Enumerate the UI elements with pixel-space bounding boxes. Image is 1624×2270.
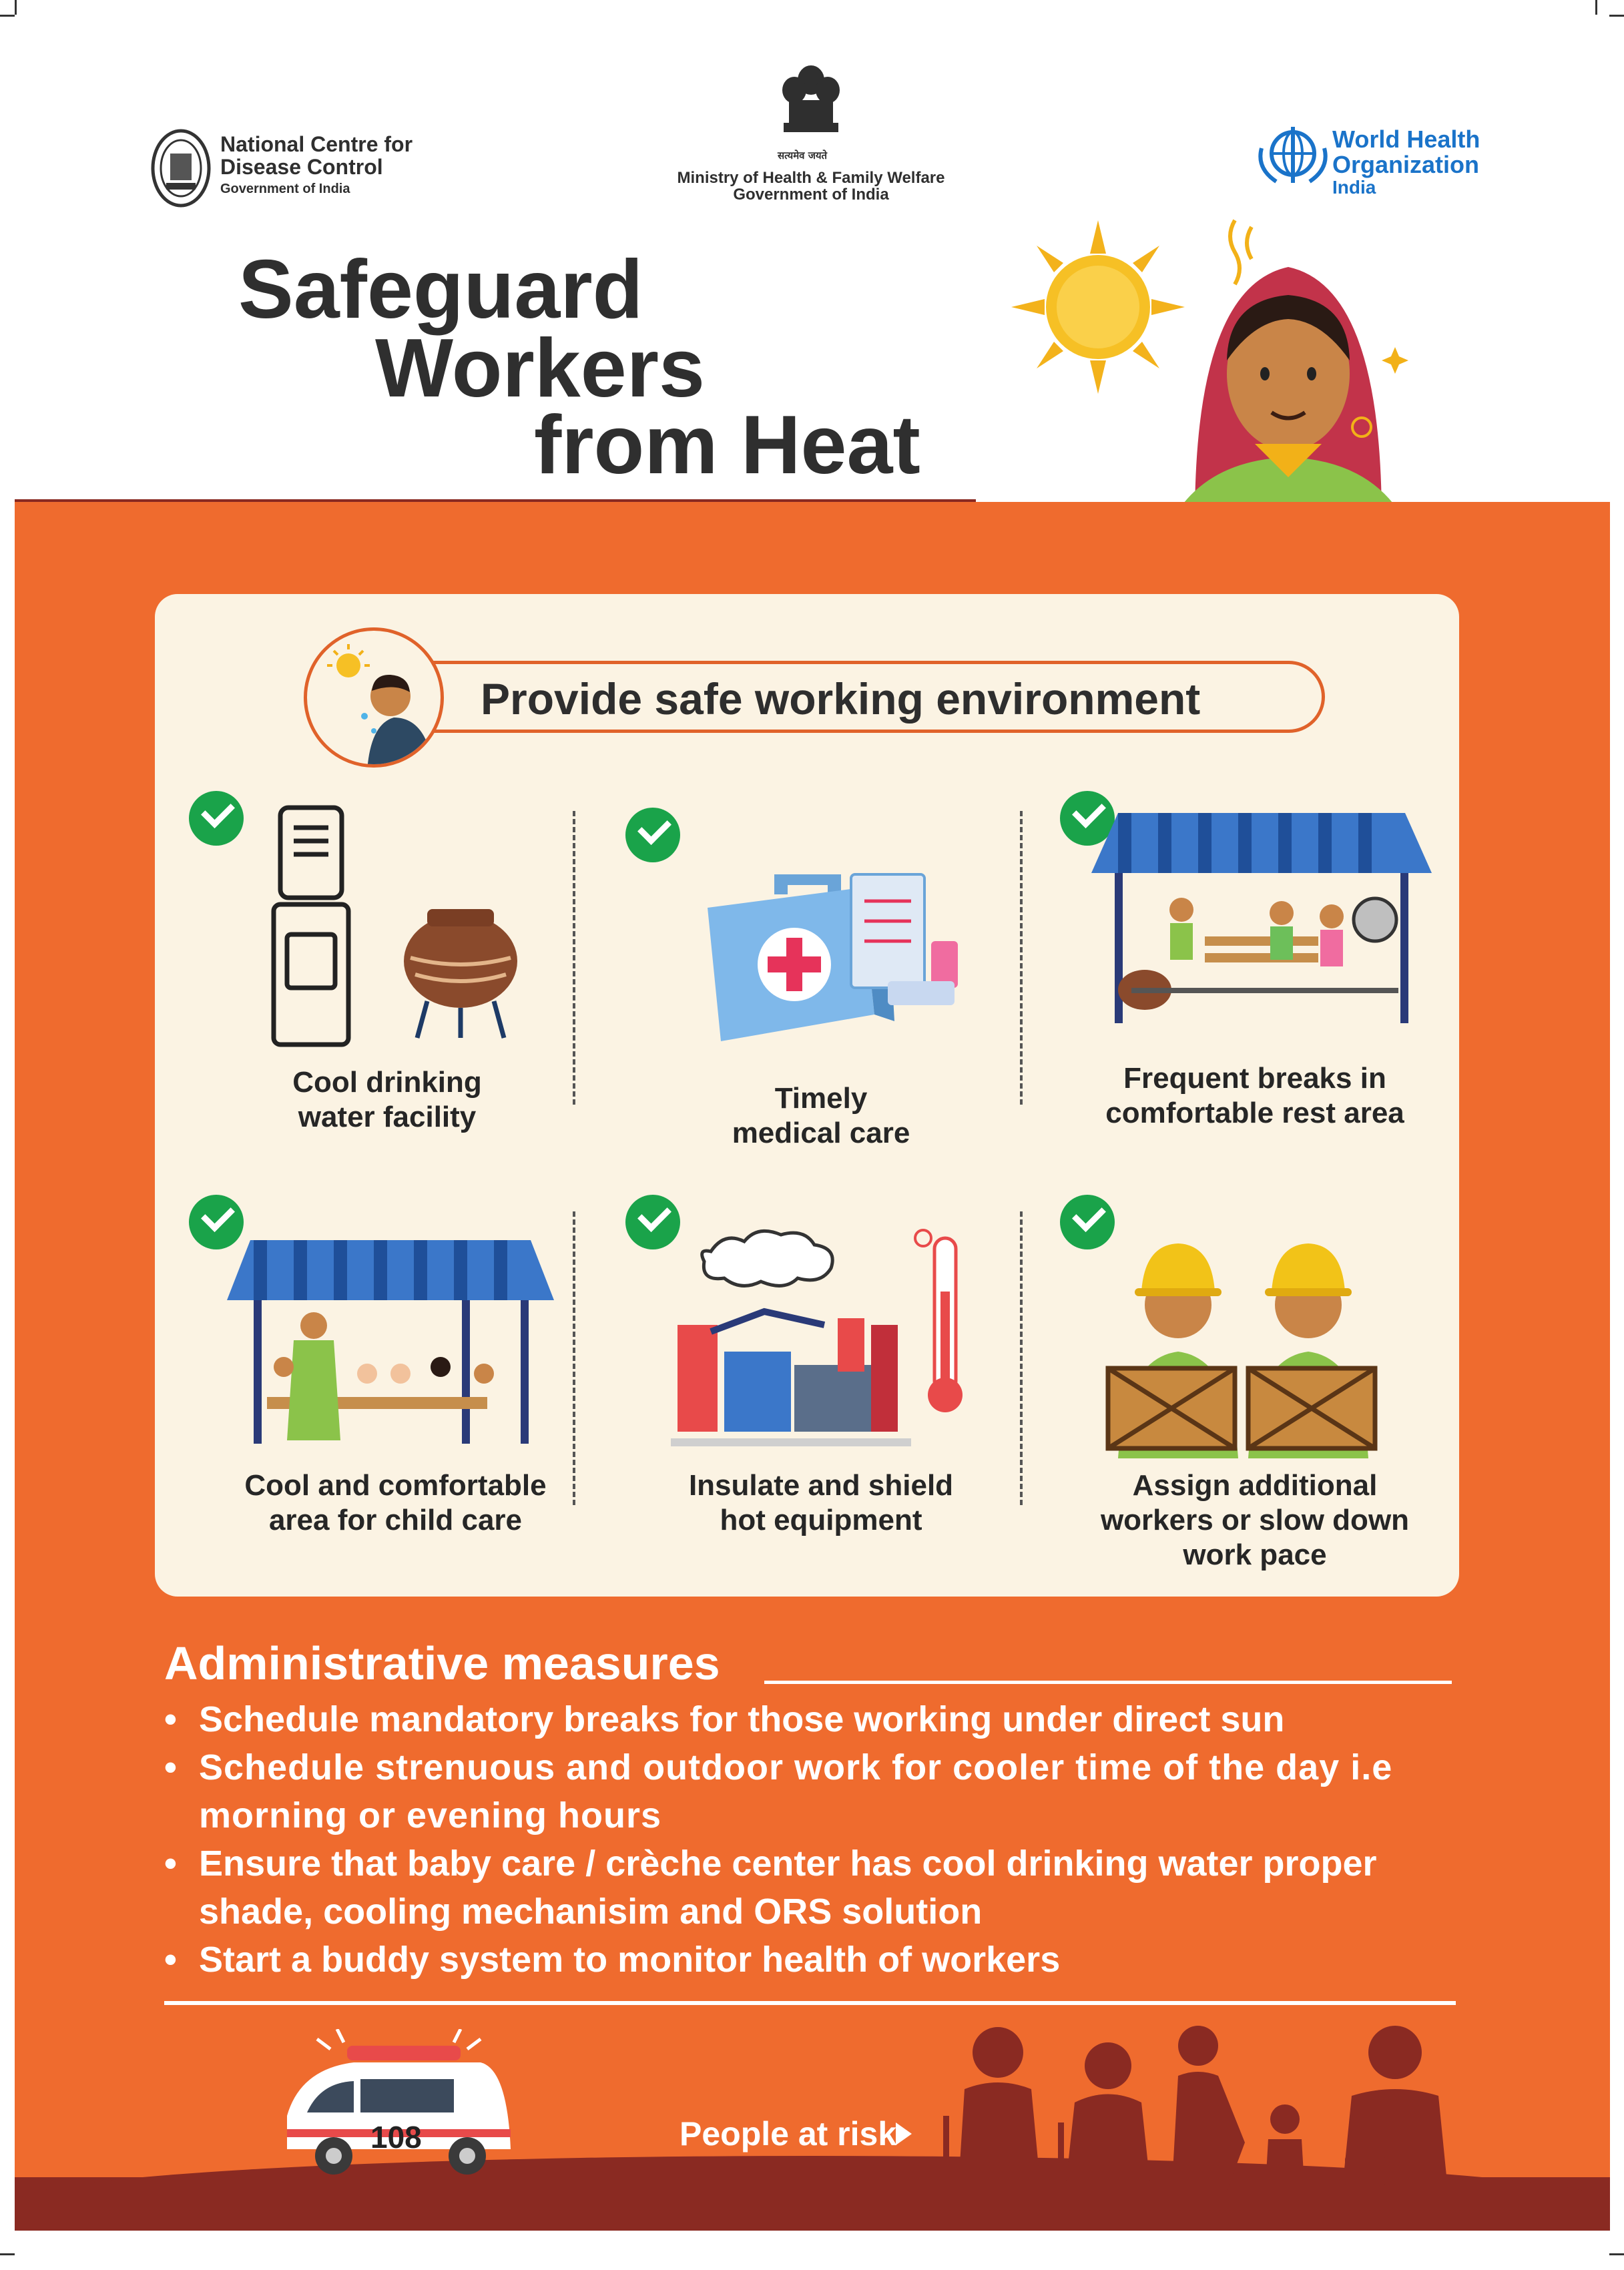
ambulance-number: 108 [370, 2120, 422, 2155]
ncdc-name-line2: Disease Control [220, 154, 383, 179]
ministry-name-block [661, 170, 961, 203]
ministry-name: Ministry of Health & Family Welfare [677, 169, 945, 187]
admin-bullet: • Start a buddy system to monitor health of workers [164, 1936, 1456, 1984]
ministry-subtitle: Government of India [733, 186, 889, 204]
cell-label: Cool drinking water facility [292, 1066, 482, 1133]
child-care-shelter-illustration [227, 1240, 554, 1450]
admin-heading: Administrative measures [164, 1637, 720, 1689]
people-at-risk-icon [931, 2022, 1492, 2196]
rest-shelter-illustration [1091, 813, 1432, 1030]
ncdc-logo [150, 127, 212, 212]
crop-mark [15, 0, 17, 15]
ashoka-emblem [774, 60, 848, 154]
arrow-right-icon [896, 2122, 912, 2145]
column-divider [1020, 1211, 1023, 1505]
water-cooler-and-pot-icon [267, 801, 521, 1055]
heat-stressed-worker-icon [307, 631, 441, 764]
admin-bullet: • Ensure that baby care / crèche center has cool drinking water proper shade, cooling mechanisim and ORS solution [164, 1839, 1456, 1936]
first-aid-kit-illustration [701, 848, 968, 1065]
check-icon [625, 808, 680, 862]
people-at-risk-label: People at risk [680, 2115, 897, 2153]
ambulance-illustration [280, 2029, 521, 2186]
title-line-1: Safeguard [238, 244, 643, 336]
first-aid-kit-icon [701, 848, 968, 1061]
column-divider [573, 811, 575, 1105]
child-care-shelter-icon [227, 1240, 554, 1447]
footer-rule [164, 2001, 1456, 2005]
rest-shelter-icon [1091, 813, 1432, 1027]
ncdc-name-line1: National Centre for [220, 132, 413, 156]
water-cooler-and-pot-illustration [267, 801, 521, 1058]
ncdc-name [220, 133, 413, 196]
column-divider [573, 1211, 575, 1505]
check-icon [189, 791, 244, 846]
sun-icon [1011, 220, 1185, 394]
crop-mark [1595, 0, 1597, 15]
who-name [1332, 127, 1480, 197]
emblem-motto: सत्यमेव जयते [778, 150, 828, 162]
sun-and-woman-illustration [1001, 207, 1415, 531]
admin-bullet: • Schedule mandatory breaks for those working under direct sun [164, 1695, 1456, 1743]
who-country: India [1332, 176, 1376, 198]
workers-carrying-crates-illustration [1105, 1218, 1385, 1462]
ambulance-icon [280, 2029, 521, 2183]
heat-stressed-worker-badge [304, 627, 444, 768]
hot-machinery-icon [671, 1225, 978, 1452]
cell-label: Frequent breaks in comfortable rest area [1105, 1062, 1404, 1129]
cell-label: Cool and comfortable area for child care [244, 1469, 547, 1536]
workers-carrying-crates-icon [1105, 1218, 1385, 1458]
hot-machinery-illustration [671, 1225, 978, 1455]
who-name-line2: Organization [1332, 150, 1480, 178]
admin-heading-rule [764, 1681, 1452, 1684]
admin-bullet-list [164, 1695, 1456, 1984]
crop-mark [0, 15, 15, 17]
cell-label: Assign additional workers or slow down work pace [1100, 1469, 1410, 1571]
crop-mark [1609, 15, 1624, 17]
crop-mark [0, 2253, 15, 2255]
admin-bullet: • Schedule strenuous and outdoor work for cooler time of the day i.e morning or evening hours [164, 1743, 1456, 1839]
cell-label: Insulate and shield hot equipment [688, 1469, 954, 1536]
people-at-risk-silhouettes [931, 2022, 1492, 2199]
section-heading: Provide safe working environment [481, 674, 1201, 724]
column-divider [1020, 811, 1023, 1105]
cell-label: Timely medical care [732, 1082, 910, 1149]
section-heading-pill [317, 661, 1325, 733]
who-logo [1256, 121, 1330, 192]
who-emblem-icon [1256, 121, 1330, 188]
title-line-3: from Heat [534, 399, 920, 491]
title-line-2: Workers [375, 322, 705, 414]
ncdc-emblem-icon [150, 127, 212, 208]
sun-and-woman-icon [1001, 207, 1415, 527]
crop-mark [1609, 2253, 1624, 2255]
who-name-line1: World Health [1332, 125, 1480, 153]
ashoka-lion-emblem-icon [774, 60, 848, 150]
ncdc-subtitle: Government of India [220, 182, 350, 197]
